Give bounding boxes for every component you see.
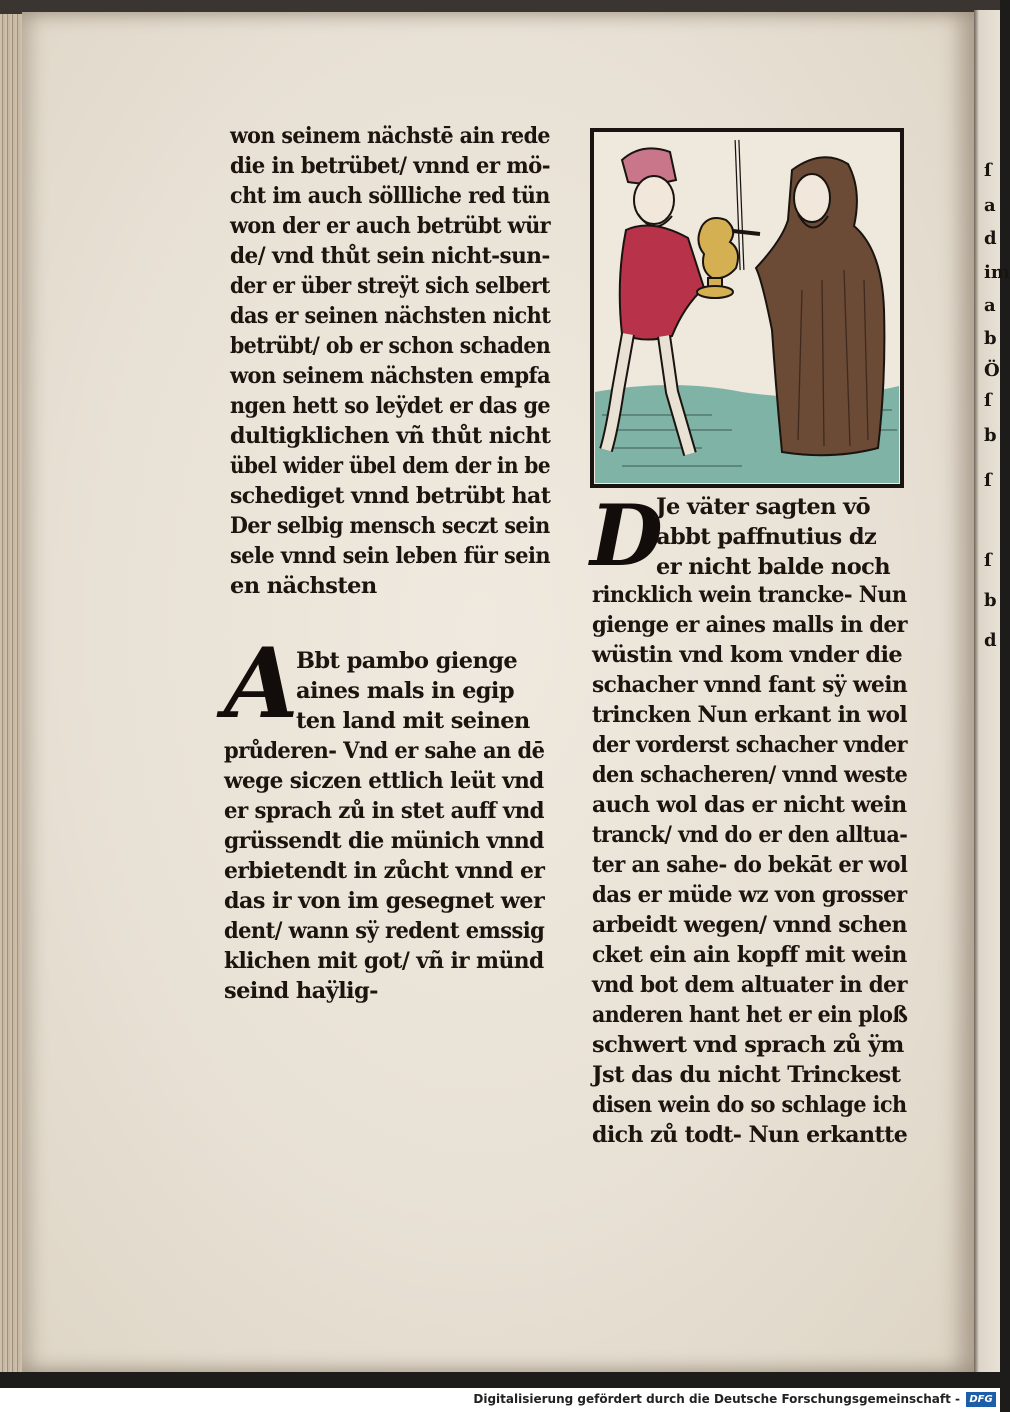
- text-line: Bbt pambo gienge: [296, 648, 518, 674]
- text-line: grüssendt die münich vnnd: [224, 828, 544, 854]
- adjacent-page-fragment: Ö: [984, 360, 1000, 381]
- right-column-indented: [656, 492, 971, 582]
- text-line: won der er auch betrübt wür: [230, 213, 551, 239]
- text-line: anderen hant het er ein ploß: [592, 1002, 908, 1028]
- adjacent-page-fragment: d: [984, 630, 997, 651]
- text-line: disen wein do so schlage ich: [592, 1092, 907, 1118]
- funding-credit: Digitalisierung gefördert durch die Deutsche Forschungsgemeinschaft -: [473, 1392, 960, 1406]
- text-line: cket ein ain kopff mit wein: [592, 942, 907, 968]
- adjacent-page-fragment: ſ: [984, 390, 992, 411]
- text-line: seind haÿlig-: [224, 978, 378, 1004]
- text-line: dich zů todt- Nun erkantte: [592, 1122, 908, 1148]
- text-line: Je väter sagten vō: [656, 494, 871, 520]
- text-line: won seinem nächstē ain rede: [230, 123, 550, 149]
- text-line: wege siczen ettlich leüt vnd: [224, 768, 544, 794]
- decorated-initial-d: D: [590, 486, 663, 585]
- text-line: abbt paffnutius dz: [656, 524, 877, 550]
- decorated-initial-a: A: [224, 627, 299, 740]
- text-line: průderen- Vnd er sahe an dē: [224, 738, 545, 764]
- right-column-text: [592, 580, 907, 1150]
- text-line: en nächsten: [230, 573, 377, 599]
- text-line: er nicht balde noch: [656, 554, 890, 580]
- text-line: übel wider übel dem der in be: [230, 453, 551, 479]
- text-line: tranck/ vnd do er den alltua-: [592, 822, 908, 848]
- text-line: schwert vnd sprach zů ÿm: [592, 1032, 904, 1058]
- left-column-paragraph-1: [230, 121, 550, 601]
- adjacent-page-fragment: ſ: [984, 470, 992, 491]
- text-line: ngen hett so leÿdet er das ge: [230, 393, 551, 419]
- footer-bar: [0, 1388, 1000, 1412]
- adjacent-page-fragment: ſ: [984, 550, 992, 571]
- text-line: won seinem nächsten empfa: [230, 363, 551, 389]
- woodcut-illustration: [592, 130, 902, 486]
- text-line: vnd bot dem altuater in der: [592, 972, 907, 998]
- adjacent-page-fragment: ſ: [984, 160, 992, 181]
- text-line: gienge er aines malls in der: [592, 612, 907, 638]
- adjacent-page-fragment: b: [984, 425, 997, 446]
- text-line: betrübt/ ob er schon schaden: [230, 333, 551, 359]
- text-line: ter an sahe- do bekāt er wol: [592, 852, 908, 878]
- adjacent-page-fragment: im: [984, 262, 1010, 283]
- text-line: arbeidt wegen/ vnnd schen: [592, 912, 907, 938]
- text-line: der er über streÿt sich selbert: [230, 273, 550, 299]
- adjacent-page: [974, 10, 1010, 1372]
- text-line: cht im auch söllliche red tün: [230, 183, 550, 209]
- text-line: den schacheren/ vnnd weste: [592, 762, 908, 788]
- text-line: das er seinen nächsten nicht: [230, 303, 551, 329]
- text-line: die in betrübet/ vnnd er mö-: [230, 153, 551, 179]
- adjacent-page-fragment: b: [984, 590, 997, 611]
- text-line: Jst das du nicht Trinckest: [592, 1062, 901, 1088]
- adjacent-page-fragment: a: [984, 295, 996, 316]
- dfg-logo-icon[interactable]: DFG: [966, 1392, 996, 1407]
- text-line: der vorderst schacher vnder: [592, 732, 907, 758]
- adjacent-page-fragment: b: [984, 328, 997, 349]
- text-line: das ir von im gesegnet wer: [224, 888, 545, 914]
- text-line: Der selbig mensch seczt sein: [230, 513, 550, 539]
- left-column-paragraph-2-indented: [296, 646, 546, 736]
- text-line: dent/ wann sÿ redent emssig: [224, 918, 545, 944]
- adjacent-page-fragment: a: [984, 195, 996, 216]
- text-line: auch wol das er nicht wein: [592, 792, 907, 818]
- text-line: sele vnnd sein leben für sein: [230, 543, 551, 569]
- text-line: schediget vnnd betrübt hat: [230, 483, 551, 509]
- text-line: ten land mit seinen: [296, 708, 530, 734]
- text-line: de/ vnd thůt sein nicht-sun-: [230, 243, 550, 269]
- text-line: dultigklichen vñ thůt nicht: [230, 423, 551, 449]
- book-bottom-edge: [0, 1372, 1000, 1388]
- text-line: rincklich wein trancke- Nun: [592, 582, 907, 608]
- text-line: aines mals in egip: [296, 678, 515, 704]
- text-line: wüstin vnd kom vnder die: [592, 642, 903, 668]
- text-line: klichen mit got/ vñ ir münd: [224, 948, 544, 974]
- text-line: er sprach zů in stet auff vnd: [224, 798, 544, 824]
- adjacent-page-fragment: d: [984, 228, 997, 249]
- text-line: das er müde wz von grosser: [592, 882, 907, 908]
- text-line: trincken Nun erkant in wol: [592, 702, 908, 728]
- left-column-paragraph-2: [224, 736, 544, 1006]
- text-line: erbietendt in zůcht vnnd er: [224, 858, 545, 884]
- text-line: schacher vnnd fant sÿ wein: [592, 672, 908, 698]
